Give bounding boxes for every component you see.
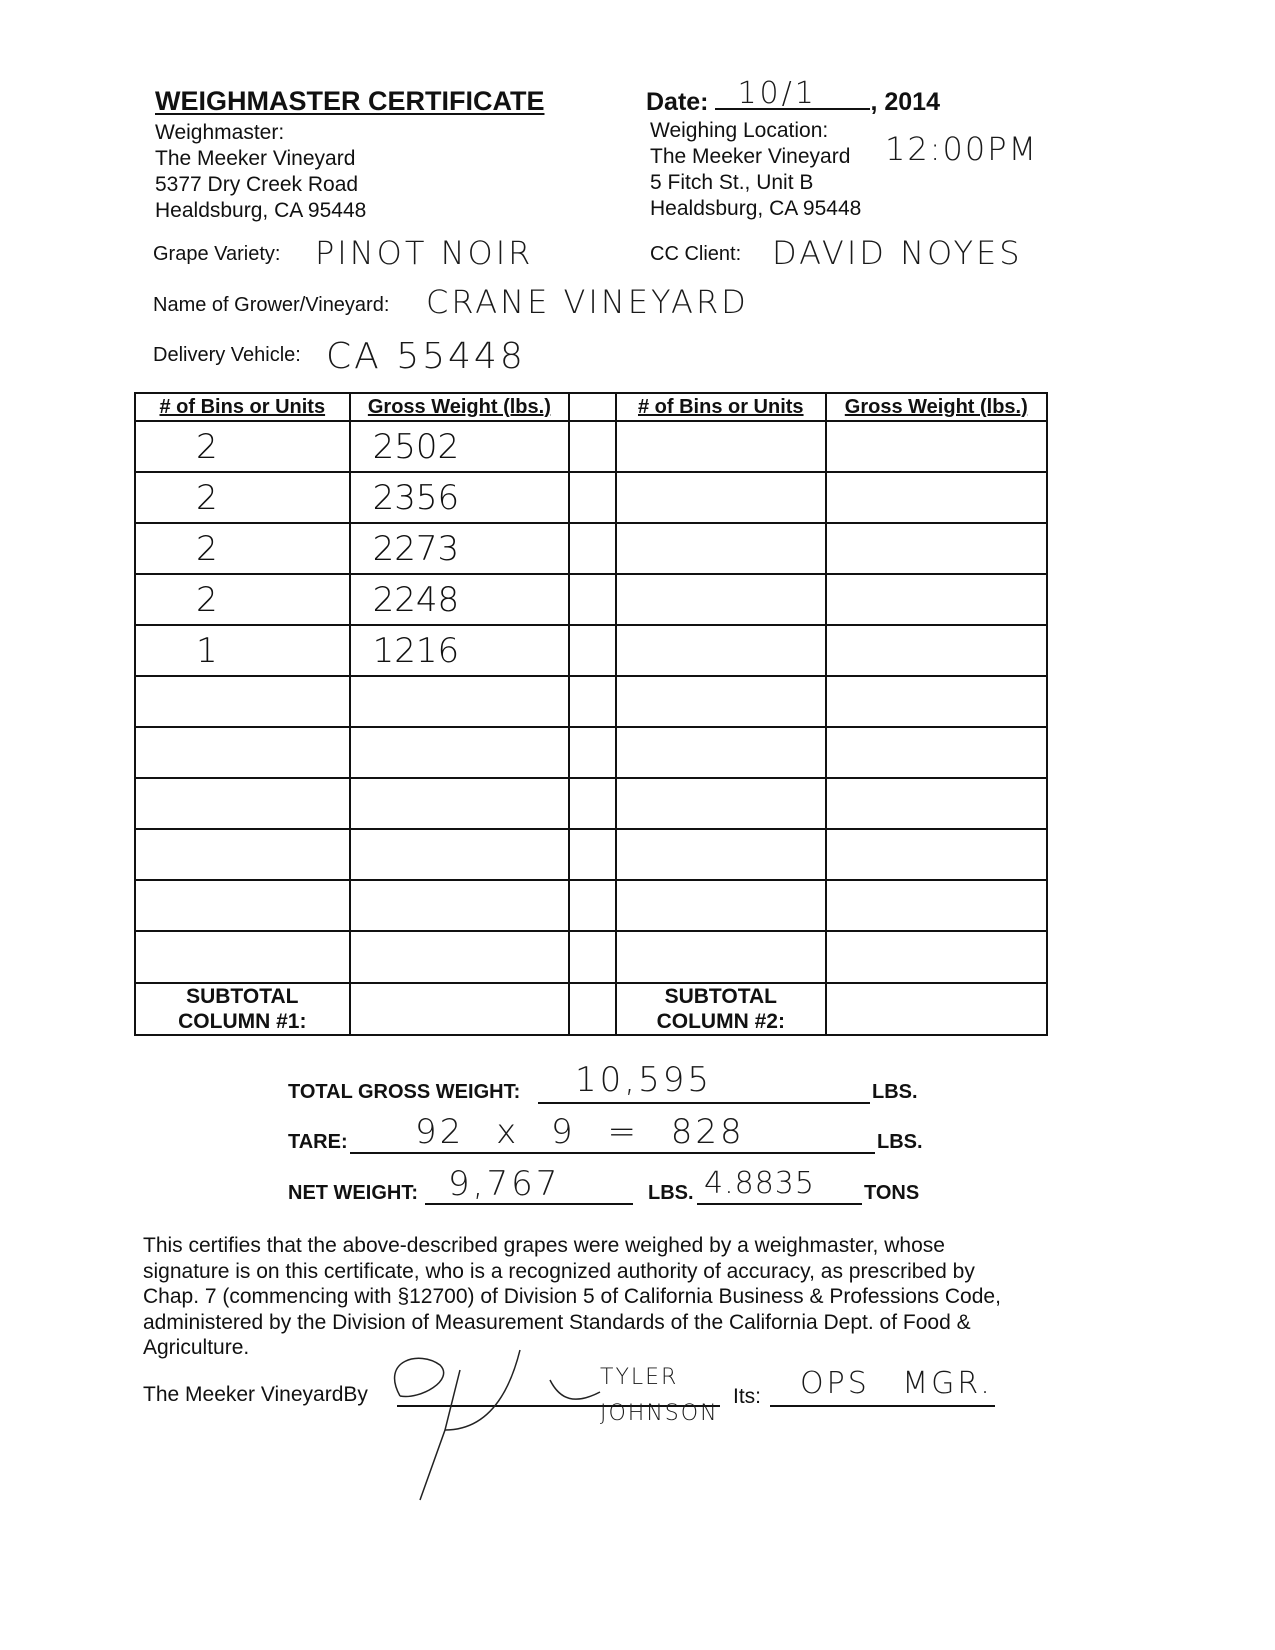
weighmaster-label: Weighmaster: bbox=[155, 121, 285, 144]
table-row bbox=[135, 727, 1047, 778]
table-row bbox=[135, 931, 1047, 983]
subtotal-2-label bbox=[616, 983, 826, 1035]
date-field[interactable] bbox=[715, 76, 870, 111]
weight-cell-2[interactable] bbox=[826, 880, 1047, 931]
bins-weight-table bbox=[134, 392, 1048, 1036]
table-row bbox=[135, 778, 1047, 829]
subtotal-1-line: SUBTOTAL bbox=[186, 985, 299, 1008]
weight-cell-1[interactable] bbox=[350, 931, 570, 983]
company-name: The Meeker Vineyard bbox=[143, 1383, 344, 1406]
net-weight-label: NET WEIGHT: bbox=[288, 1182, 418, 1204]
tons-value[interactable]: 4.8835 bbox=[704, 1166, 815, 1201]
subtotal-2-line: COLUMN #2: bbox=[656, 1010, 785, 1033]
table-row bbox=[135, 880, 1047, 931]
certificate-title: WEIGHMASTER CERTIFICATE bbox=[155, 86, 545, 116]
bins-cell-2[interactable] bbox=[616, 931, 826, 983]
col-header-bins-2: # of Bins or Units bbox=[616, 393, 826, 421]
spacer-cell bbox=[569, 625, 616, 676]
weight-cell-2[interactable] bbox=[826, 676, 1047, 727]
location-line: The Meeker Vineyard bbox=[650, 145, 851, 168]
date-value: 10/1 bbox=[737, 76, 817, 111]
bins-cell-1[interactable] bbox=[135, 676, 350, 727]
spacer-cell bbox=[569, 829, 616, 880]
weight-cell-1[interactable] bbox=[350, 727, 570, 778]
spacer-cell bbox=[569, 931, 616, 983]
table-header-row bbox=[135, 393, 1047, 421]
signature-company bbox=[143, 1383, 368, 1407]
total-gross-label: TOTAL GROSS WEIGHT: bbox=[288, 1081, 521, 1103]
vehicle-label: Delivery Vehicle: bbox=[153, 344, 301, 366]
table-row bbox=[135, 421, 1047, 472]
weight-cell-1[interactable]: 2356 bbox=[350, 472, 570, 523]
its-label: Its: bbox=[733, 1385, 762, 1408]
subtotal-2-line: SUBTOTAL bbox=[664, 985, 777, 1008]
col-header-weight-1: Gross Weight (lbs.) bbox=[350, 393, 570, 421]
grape-variety-label: Grape Variety: bbox=[153, 243, 281, 265]
total-gross-line bbox=[538, 1102, 870, 1104]
col-header-weight-2: Gross Weight (lbs.) bbox=[826, 393, 1047, 421]
weight-cell-2[interactable] bbox=[826, 523, 1047, 574]
bins-cell-2[interactable] bbox=[616, 523, 826, 574]
bins-cell-2[interactable] bbox=[616, 472, 826, 523]
weighing-location-block bbox=[650, 118, 861, 222]
table-row bbox=[135, 625, 1047, 676]
tons-line bbox=[697, 1203, 862, 1205]
subtotal-2-value[interactable] bbox=[826, 983, 1047, 1035]
spacer-cell bbox=[569, 676, 616, 727]
location-label: Weighing Location: bbox=[650, 119, 829, 142]
spacer-cell bbox=[569, 421, 616, 472]
weighmaster-line: Healdsburg, CA 95448 bbox=[155, 199, 367, 222]
net-weight-lbs: LBS. bbox=[648, 1182, 694, 1204]
location-line: 5 Fitch St., Unit B bbox=[650, 171, 814, 194]
weighmaster-block bbox=[155, 120, 366, 224]
location-line: Healdsburg, CA 95448 bbox=[650, 197, 862, 220]
vehicle-value[interactable]: CA 55448 bbox=[326, 336, 526, 377]
bins-cell-2[interactable] bbox=[616, 625, 826, 676]
bins-cell-2[interactable] bbox=[616, 574, 826, 625]
bins-cell-1[interactable] bbox=[135, 778, 350, 829]
weight-cell-2[interactable] bbox=[826, 778, 1047, 829]
table-row bbox=[135, 472, 1047, 523]
spacer-cell bbox=[569, 778, 616, 829]
spacer-cell bbox=[569, 727, 616, 778]
weight-cell-1[interactable] bbox=[350, 778, 570, 829]
date-row bbox=[646, 76, 940, 117]
weight-cell-2[interactable] bbox=[826, 829, 1047, 880]
its-line bbox=[770, 1405, 995, 1407]
bins-cell-2[interactable] bbox=[616, 421, 826, 472]
cc-client-value[interactable]: DAVID NOYES bbox=[772, 234, 1023, 272]
spacer-cell bbox=[569, 523, 616, 574]
bins-cell-1[interactable]: 2 bbox=[135, 574, 350, 625]
weight-cell-1[interactable]: 2248 bbox=[350, 574, 570, 625]
subtotal-row bbox=[135, 983, 1047, 1035]
tons-label: TONS bbox=[864, 1182, 920, 1204]
weighmaster-line: 5377 Dry Creek Road bbox=[155, 173, 359, 196]
bins-cell-2[interactable] bbox=[616, 727, 826, 778]
bins-cell-2[interactable] bbox=[616, 880, 826, 931]
spacer-cell bbox=[569, 574, 616, 625]
total-gross-lbs: LBS. bbox=[872, 1081, 918, 1103]
weight-cell-1[interactable]: 2273 bbox=[350, 523, 570, 574]
date-year: , 2014 bbox=[870, 88, 940, 116]
grower-label: Name of Grower/Vineyard: bbox=[153, 294, 390, 316]
weight-cell-2[interactable] bbox=[826, 574, 1047, 625]
date-label: Date: bbox=[646, 88, 709, 116]
subtotal-spacer bbox=[569, 983, 616, 1035]
table-row bbox=[135, 574, 1047, 625]
bins-cell-2[interactable] bbox=[616, 676, 826, 727]
signer-name: TYLER JOHNSON bbox=[600, 1365, 719, 1426]
weight-cell-2[interactable] bbox=[826, 727, 1047, 778]
table-row bbox=[135, 523, 1047, 574]
tare-lbs: LBS. bbox=[877, 1131, 923, 1153]
table-row bbox=[135, 829, 1047, 880]
subtotal-1-label bbox=[135, 983, 350, 1035]
weight-cell-2[interactable] bbox=[826, 931, 1047, 983]
bins-cell-1[interactable] bbox=[135, 727, 350, 778]
bins-cell-1[interactable] bbox=[135, 931, 350, 983]
bins-cell-1[interactable]: 1 bbox=[135, 625, 350, 676]
weight-cell-1[interactable]: 2502 bbox=[350, 421, 570, 472]
tare-value[interactable]: 92 x 9 = 828 bbox=[415, 1112, 745, 1152]
bins-cell-2[interactable] bbox=[616, 778, 826, 829]
bins-cell-1[interactable]: 2 bbox=[135, 472, 350, 523]
total-gross-value[interactable]: 10,595 bbox=[575, 1060, 712, 1100]
certification-text: This certifies that the above-described grapes were weighed by a weighmaster, whose signature is on this certificate, who is a recognized authority of accuracy, as prescribed by Chap. 7 (commencing with §12700) of Division 5 of California Business & Professions Code, administered by the Division of Measurement Standards of the California Dept. of Food & Agriculture. bbox=[143, 1234, 1001, 1359]
bins-cell-1[interactable]: 2 bbox=[135, 523, 350, 574]
by-label: By bbox=[343, 1383, 368, 1406]
grape-variety-value[interactable]: PINOT NOIR bbox=[315, 234, 534, 272]
weight-cell-1[interactable] bbox=[350, 880, 570, 931]
col-header-bins-1: # of Bins or Units bbox=[135, 393, 350, 421]
tare-line bbox=[350, 1152, 875, 1154]
its-value[interactable]: OPS MGR. bbox=[800, 1366, 993, 1401]
bins-cell-1[interactable] bbox=[135, 880, 350, 931]
weight-cell-1[interactable] bbox=[350, 829, 570, 880]
tare-label: TARE: bbox=[288, 1131, 348, 1153]
bins-cell-1[interactable] bbox=[135, 829, 350, 880]
weighmaster-line: The Meeker Vineyard bbox=[155, 147, 356, 170]
weight-cell-1[interactable] bbox=[350, 676, 570, 727]
col-spacer bbox=[569, 393, 616, 421]
table-row bbox=[135, 676, 1047, 727]
weight-cell-2[interactable] bbox=[826, 625, 1047, 676]
weight-cell-2[interactable] bbox=[826, 472, 1047, 523]
weight-cell-1[interactable]: 1216 bbox=[350, 625, 570, 676]
weight-cell-2[interactable] bbox=[826, 421, 1047, 472]
spacer-cell bbox=[569, 880, 616, 931]
cc-client-label: CC Client: bbox=[650, 243, 742, 265]
subtotal-1-value[interactable] bbox=[350, 983, 570, 1035]
net-weight-value[interactable]: 9,767 bbox=[448, 1164, 561, 1204]
subtotal-1-line: COLUMN #1: bbox=[178, 1010, 307, 1033]
bins-cell-1[interactable]: 2 bbox=[135, 421, 350, 472]
spacer-cell bbox=[569, 472, 616, 523]
time-value: 12:00PM bbox=[885, 130, 1039, 168]
bins-cell-2[interactable] bbox=[616, 829, 826, 880]
grower-value[interactable]: CRANE VINEYARD bbox=[426, 283, 749, 321]
